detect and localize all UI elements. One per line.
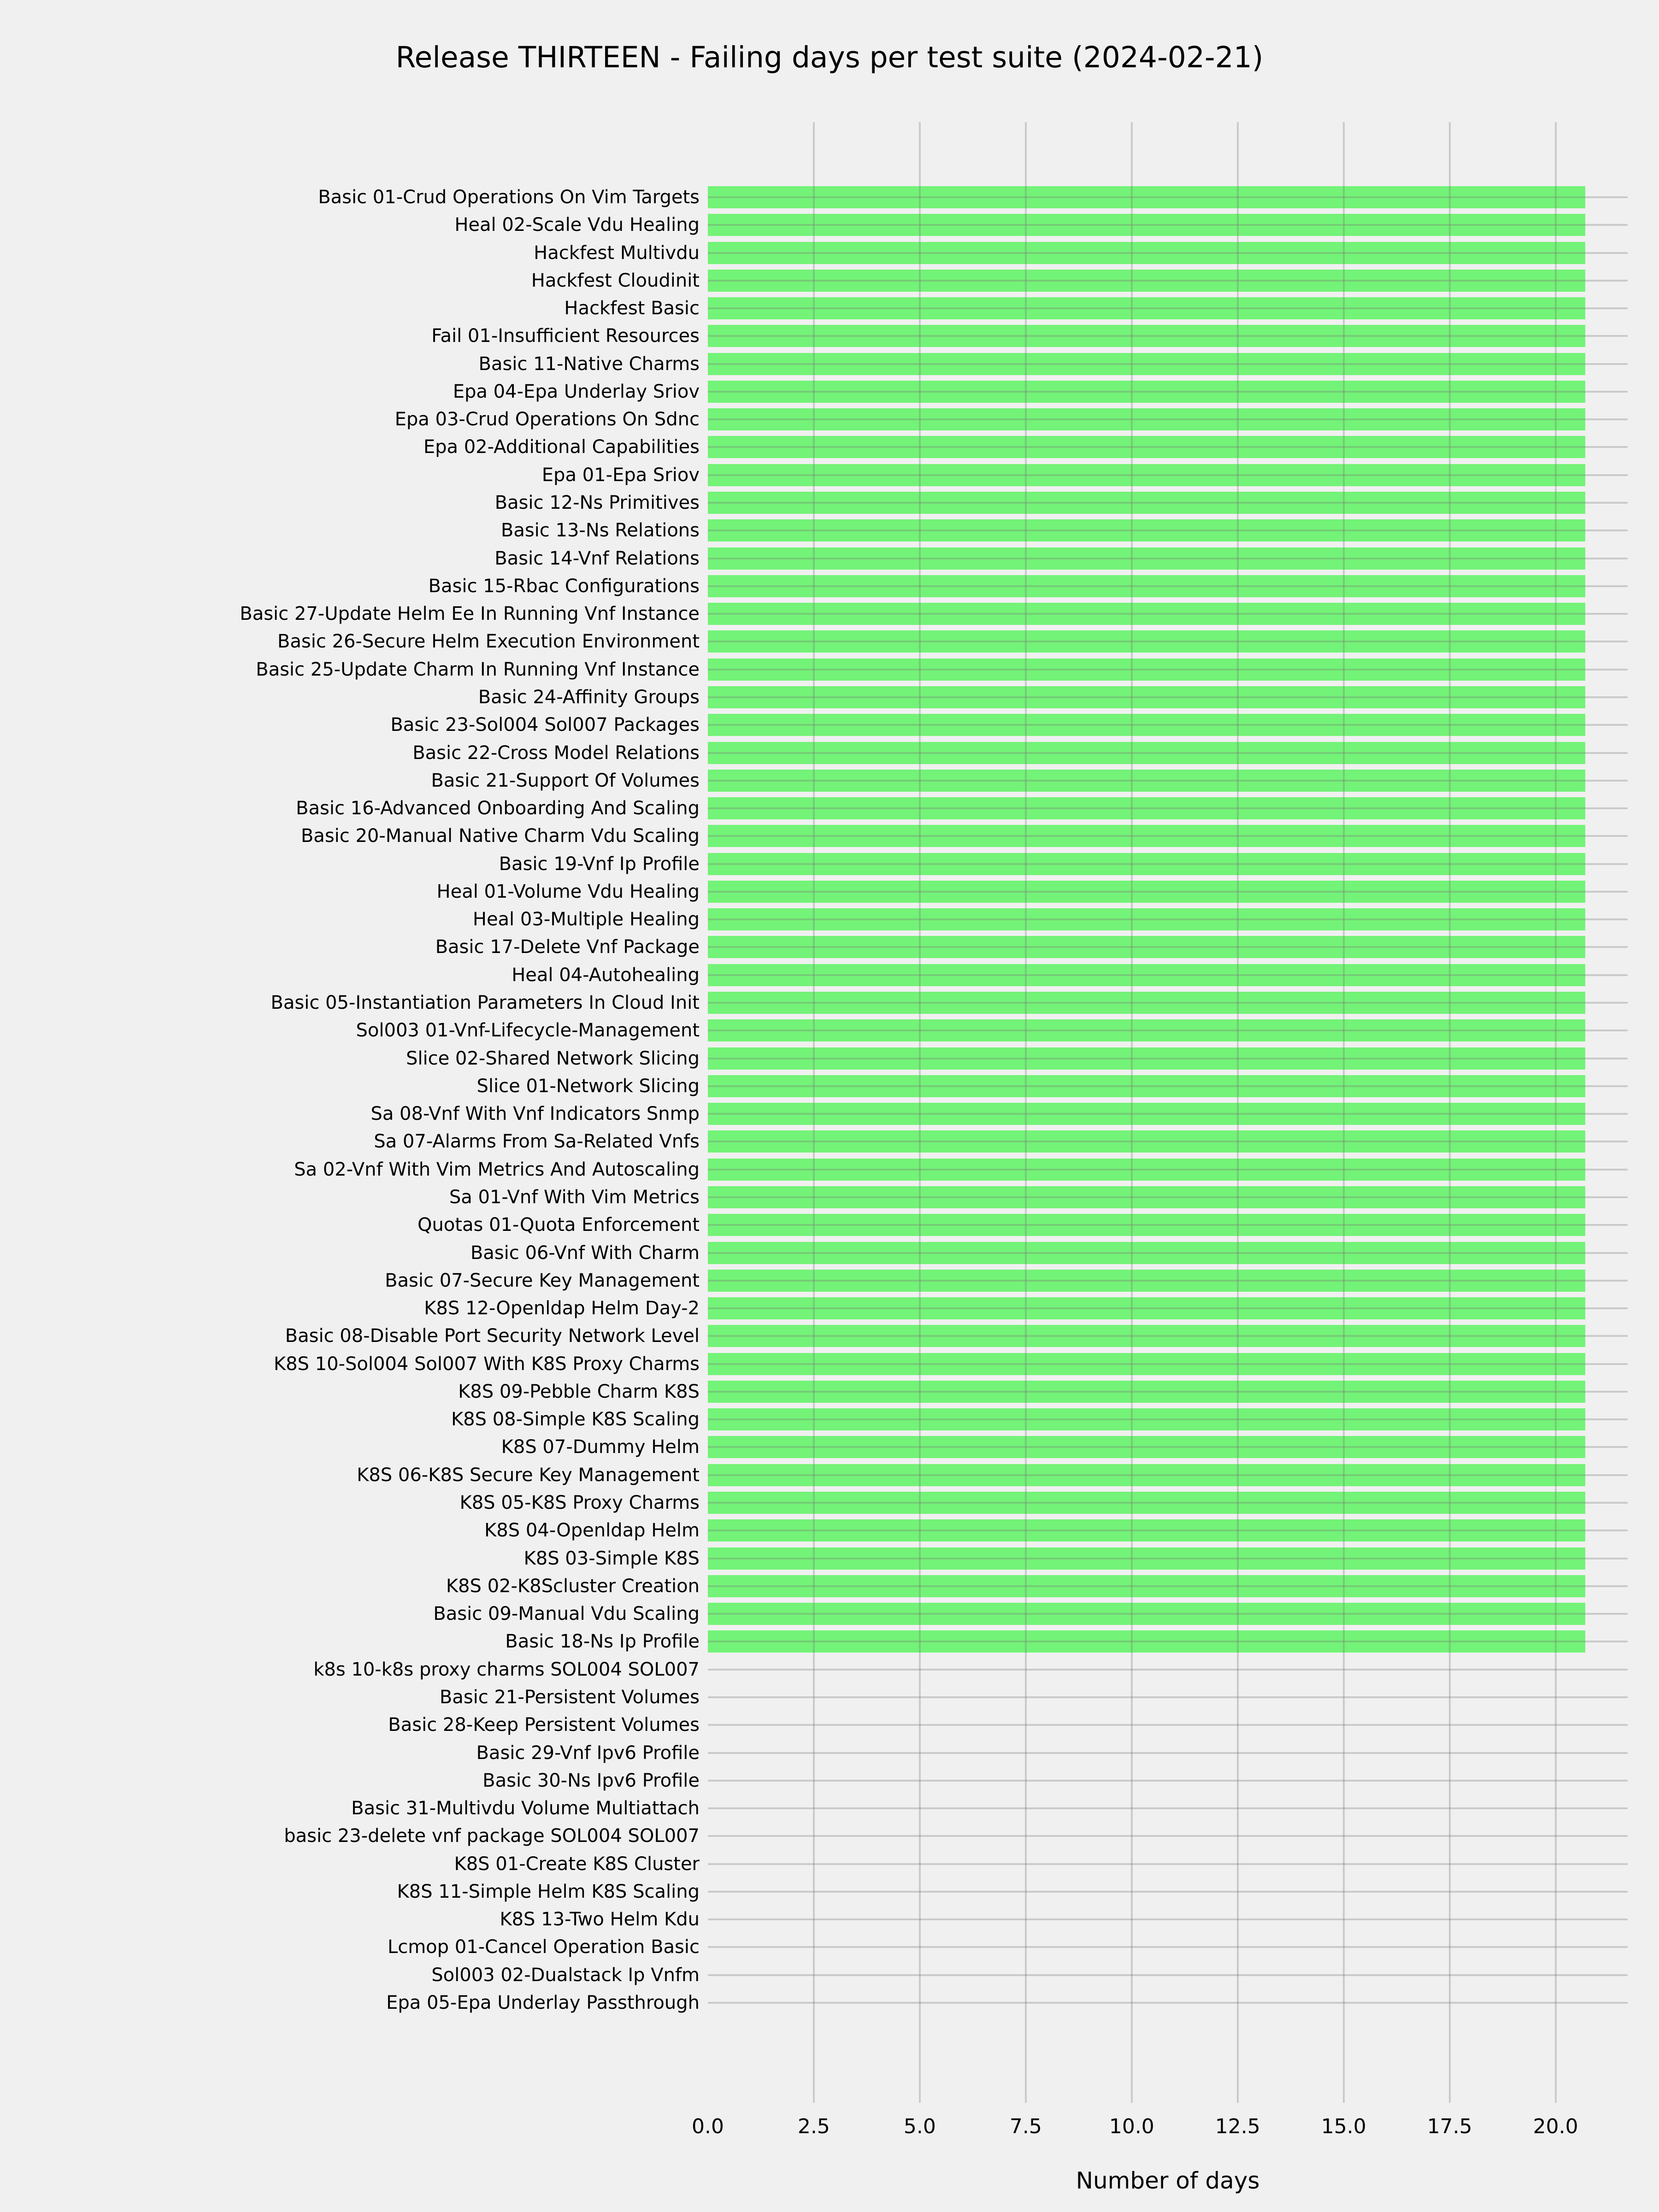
category-label: Basic 31-Multivdu Volume Multiattach <box>351 1798 700 1819</box>
y-gridline <box>708 502 1628 504</box>
category-label: Basic 05-Instantiation Parameters In Cloud Init <box>271 992 700 1014</box>
y-gridline <box>708 1391 1628 1393</box>
y-gridline <box>708 946 1628 948</box>
category-label: K8S 12-Openldap Helm Day-2 <box>424 1298 700 1319</box>
y-gridline <box>708 724 1628 726</box>
y-gridline <box>708 1641 1628 1642</box>
y-gridline <box>708 474 1628 476</box>
y-gridline <box>708 1113 1628 1115</box>
y-gridline <box>708 307 1628 309</box>
y-gridline <box>708 1891 1628 1893</box>
category-label: Basic 06-Vnf With Charm <box>470 1242 700 1264</box>
x-tick-label: 0.0 <box>692 2115 724 2138</box>
category-label: Basic 25-Update Charm In Running Vnf Instance <box>256 659 700 680</box>
category-label: basic 23-delete vnf package SOL004 SOL007 <box>284 1825 700 1847</box>
y-gridline <box>708 1502 1628 1504</box>
category-label: K8S 11-Simple Helm K8S Scaling <box>397 1881 700 1902</box>
y-gridline <box>708 558 1628 559</box>
y-gridline <box>708 1835 1628 1837</box>
y-gridline <box>708 1696 1628 1698</box>
category-label: Epa 03-Crud Operations On Sdnc <box>394 409 700 430</box>
x-tick-label: 12.5 <box>1215 2115 1260 2138</box>
category-label: k8s 10-k8s proxy charms SOL004 SOL007 <box>313 1659 700 1680</box>
category-label: Basic 16-Advanced Onboarding And Scaling <box>296 798 700 819</box>
category-label: K8S 03-Simple K8S <box>524 1547 700 1569</box>
y-gridline <box>708 1224 1628 1226</box>
y-gridline <box>708 1196 1628 1198</box>
y-gridline <box>708 1918 1628 1920</box>
category-label: K8S 09-Pebble Charm K8S <box>458 1381 700 1402</box>
category-label: Heal 01-Volume Vdu Healing <box>436 881 700 902</box>
y-gridline <box>708 1169 1628 1171</box>
category-label: Basic 19-Vnf Ip Profile <box>499 853 700 875</box>
y-gridline <box>708 891 1628 893</box>
category-label: Hackfest Multivdu <box>534 242 700 264</box>
y-gridline <box>708 1585 1628 1587</box>
y-gridline <box>708 1863 1628 1865</box>
y-gridline <box>708 1946 1628 1948</box>
y-gridline <box>708 1780 1628 1782</box>
category-label: Hackfest Cloudinit <box>531 270 700 291</box>
category-label: Basic 29-Vnf Ipv6 Profile <box>476 1742 700 1764</box>
category-label: K8S 06-K8S Secure Key Management <box>357 1464 700 1486</box>
y-gridline <box>708 752 1628 754</box>
category-label: Basic 17-Delete Vnf Package <box>435 936 700 958</box>
category-label: K8S 13-Two Helm Kdu <box>500 1909 700 1930</box>
category-label: K8S 05-K8S Proxy Charms <box>459 1492 700 1513</box>
category-label: Basic 12-Ns Primitives <box>494 492 700 514</box>
y-gridline <box>708 1418 1628 1420</box>
y-gridline <box>708 1558 1628 1559</box>
y-gridline <box>708 1085 1628 1087</box>
category-label: K8S 04-Openldap Helm <box>484 1520 700 1541</box>
y-gridline <box>708 1252 1628 1254</box>
category-label: Hackfest Basic <box>564 298 700 319</box>
y-gridline <box>708 252 1628 254</box>
category-label: Sa 02-Vnf With Vim Metrics And Autoscaling <box>294 1159 700 1180</box>
y-gridline <box>708 391 1628 393</box>
y-gridline <box>708 1141 1628 1142</box>
category-label: Basic 24-Affinity Groups <box>478 686 700 708</box>
y-gridline <box>708 641 1628 642</box>
category-label: Slice 02-Shared Network Slicing <box>406 1047 700 1069</box>
category-label: Basic 13-Ns Relations <box>500 520 700 541</box>
y-gridline <box>708 1724 1628 1726</box>
y-gridline <box>708 1446 1628 1448</box>
category-label: K8S 07-Dummy Helm <box>501 1436 700 1458</box>
category-label: Basic 28-Keep Persistent Volumes <box>388 1714 700 1736</box>
x-tick-label: 17.5 <box>1427 2115 1472 2138</box>
category-label: Basic 21-Persistent Volumes <box>439 1686 700 1708</box>
category-label: Basic 27-Update Helm Ee In Running Vnf Instance <box>240 603 700 625</box>
y-gridline <box>708 1530 1628 1531</box>
y-gridline <box>708 1363 1628 1365</box>
y-gridline <box>708 363 1628 365</box>
category-label: Sol003 02-Dualstack Ip Vnfm <box>431 1964 700 1986</box>
category-label: Basic 08-Disable Port Security Network Level <box>285 1325 700 1347</box>
y-gridline <box>708 196 1628 198</box>
y-gridline <box>708 446 1628 448</box>
category-label: K8S 08-Simple K8S Scaling <box>451 1409 700 1430</box>
category-label: Heal 04-Autohealing <box>512 964 700 986</box>
category-label: Basic 23-Sol004 Sol007 Packages <box>390 714 700 736</box>
x-tick-label: 5.0 <box>903 2115 936 2138</box>
y-gridline <box>708 418 1628 420</box>
y-gridline <box>708 1613 1628 1615</box>
y-gridline <box>708 280 1628 282</box>
y-gridline <box>708 1335 1628 1337</box>
y-gridline <box>708 2002 1628 2004</box>
category-label: Sa 08-Vnf With Vnf Indicators Snmp <box>371 1103 700 1125</box>
category-label: K8S 10-Sol004 Sol007 With K8S Proxy Charms <box>273 1353 700 1375</box>
y-gridline <box>708 1058 1628 1059</box>
x-tick-label: 15.0 <box>1321 2115 1366 2138</box>
x-tick-label: 2.5 <box>797 2115 830 2138</box>
x-tick-label: 20.0 <box>1533 2115 1578 2138</box>
y-gridline <box>708 1002 1628 1004</box>
y-gridline <box>708 1280 1628 1282</box>
category-label: Basic 15-Rbac Configurations <box>428 575 700 597</box>
y-gridline <box>708 585 1628 587</box>
category-label: Basic 07-Secure Key Management <box>385 1270 700 1291</box>
category-label: Quotas 01-Quota Enforcement <box>417 1214 700 1236</box>
x-axis-label: Number of days <box>1076 2167 1260 2194</box>
y-gridline <box>708 974 1628 976</box>
y-gridline <box>708 918 1628 920</box>
category-label: Basic 21-Support Of Volumes <box>431 770 700 791</box>
category-label: Sa 07-Alarms From Sa-Related Vnfs <box>374 1131 700 1153</box>
y-gridline <box>708 807 1628 809</box>
y-gridline <box>708 224 1628 226</box>
y-gridline <box>708 529 1628 531</box>
y-gridline <box>708 1474 1628 1476</box>
x-tick-label: 10.0 <box>1109 2115 1154 2138</box>
category-label: Epa 01-Epa Sriov <box>541 464 700 486</box>
y-gridline <box>708 1030 1628 1031</box>
y-gridline <box>708 1807 1628 1809</box>
chart-title: Release THIRTEEN - Failing days per test suite (2024-02-21) <box>395 41 1264 74</box>
category-label: Slice 01-Network Slicing <box>477 1075 700 1097</box>
category-label: Basic 18-Ns Ip Profile <box>505 1631 700 1653</box>
category-label: Epa 04-Epa Underlay Sriov <box>453 381 700 402</box>
category-label: Basic 22-Cross Model Relations <box>412 742 700 764</box>
category-label: Heal 03-Multiple Healing <box>472 909 700 930</box>
category-label: Fail 01-Insufficient Resources <box>431 325 700 347</box>
category-label: Basic 11-Native Charms <box>478 353 700 375</box>
y-gridline <box>708 1752 1628 1754</box>
y-gridline <box>708 780 1628 782</box>
y-gridline <box>708 1669 1628 1671</box>
category-label: Heal 02-Scale Vdu Healing <box>454 214 700 236</box>
y-gridline <box>708 696 1628 698</box>
category-label: Basic 01-Crud Operations On Vim Targets <box>318 187 700 208</box>
category-label: Epa 05-Epa Underlay Passthrough <box>386 1992 700 2013</box>
category-label: K8S 02-K8Scluster Creation <box>446 1575 700 1597</box>
category-label: Epa 02-Additional Capabilities <box>423 436 700 458</box>
category-label: Lcmop 01-Cancel Operation Basic <box>387 1936 700 1958</box>
y-gridline <box>708 335 1628 337</box>
y-gridline <box>708 1974 1628 1976</box>
category-label: Basic 14-Vnf Relations <box>494 547 700 569</box>
category-label: Sol003 01-Vnf-Lifecycle-Management <box>356 1020 700 1041</box>
category-label: Basic 26-Secure Helm Execution Environment <box>277 631 700 653</box>
category-label: Basic 20-Manual Native Charm Vdu Scaling <box>300 825 700 847</box>
y-gridline <box>708 669 1628 671</box>
category-label: K8S 01-Create K8S Cluster <box>454 1853 700 1875</box>
x-tick-label: 7.5 <box>1009 2115 1042 2138</box>
y-gridline <box>708 613 1628 615</box>
category-label: Basic 30-Ns Ipv6 Profile <box>482 1770 700 1791</box>
category-label: Basic 09-Manual Vdu Scaling <box>433 1603 700 1625</box>
y-gridline <box>708 835 1628 837</box>
y-gridline <box>708 863 1628 865</box>
y-gridline <box>708 1307 1628 1309</box>
category-label: Sa 01-Vnf With Vim Metrics <box>449 1186 700 1208</box>
